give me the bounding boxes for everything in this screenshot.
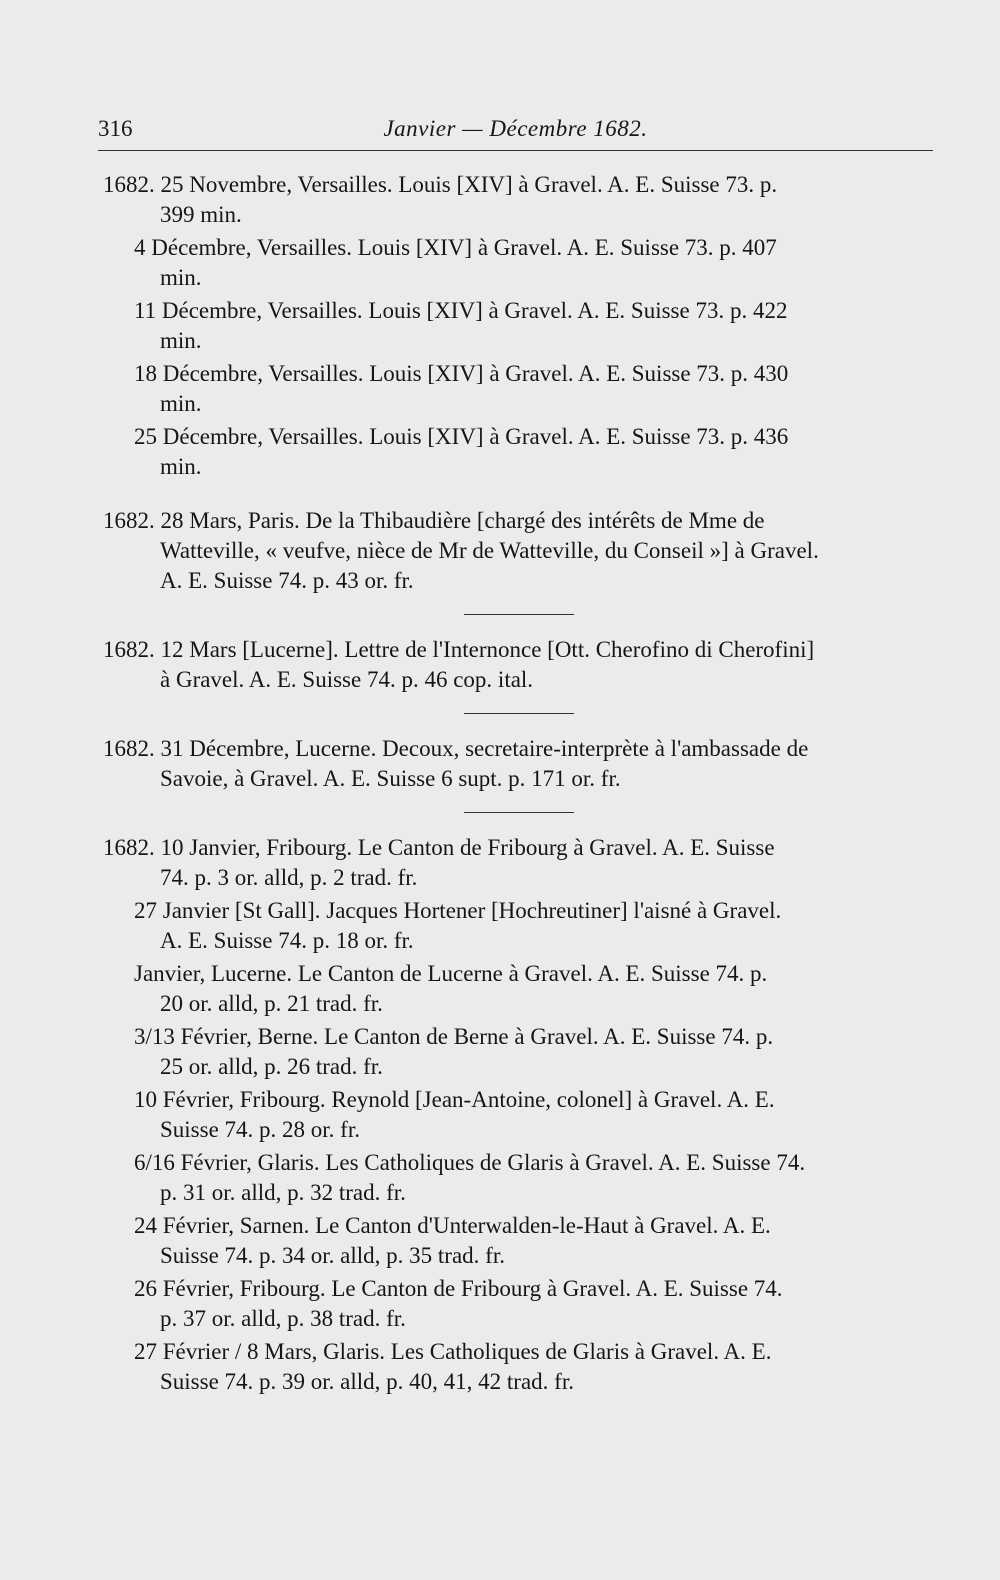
entry-line: min.: [160, 265, 202, 290]
entry: [103, 1148, 935, 1208]
entry-line: Watteville, « veufve, nièce de Mr de Watteville, du Conseil »] à Gravel.: [160, 538, 819, 563]
entry-line: 1682. 25 Novembre, Versailles. Louis [XIV] à Gravel. A. E. Suisse 73. p.: [103, 172, 778, 197]
entry: [103, 359, 935, 419]
entry-line: p. 37 or. alld, p. 38 trad. fr.: [160, 1306, 406, 1331]
entry: [103, 959, 935, 1019]
document-body: [103, 170, 935, 1397]
section-separator: [464, 614, 574, 615]
entry-line: min.: [160, 391, 202, 416]
entry-line: 1682. 28 Mars, Paris. De la Thibaudière [chargé des intérêts de Mme de: [103, 508, 765, 533]
entry-line: 74. p. 3 or. alld, p. 2 trad. fr.: [160, 865, 418, 890]
entry-line: 27 Février / 8 Mars, Glaris. Les Catholiques de Glaris à Gravel. A. E.: [134, 1339, 772, 1364]
section-separator: [464, 812, 574, 813]
entry-line: Suisse 74. p. 34 or. alld, p. 35 trad. fr.: [160, 1243, 505, 1268]
entry-line: 24 Février, Sarnen. Le Canton d'Unterwalden-le-Haut à Gravel. A. E.: [134, 1213, 771, 1238]
entry-line: 1682. 10 Janvier, Fribourg. Le Canton de Fribourg à Gravel. A. E. Suisse: [103, 835, 775, 860]
entry-line: 27 Janvier [St Gall]. Jacques Hortener [Hochreutiner] l'aisné à Gravel.: [134, 898, 782, 923]
entry-line: 399 min.: [160, 202, 242, 227]
entry-line: p. 31 or. alld, p. 32 trad. fr.: [160, 1180, 406, 1205]
entry-line: 26 Février, Fribourg. Le Canton de Fribourg à Gravel. A. E. Suisse 74.: [134, 1276, 783, 1301]
entry-line: Suisse 74. p. 28 or. fr.: [160, 1117, 360, 1142]
entry: [103, 1274, 935, 1334]
entry-line: Janvier, Lucerne. Le Canton de Lucerne à Gravel. A. E. Suisse 74. p.: [134, 961, 768, 986]
entry: [103, 1211, 935, 1271]
entry-line: 25 Décembre, Versailles. Louis [XIV] à Gravel. A. E. Suisse 73. p. 436: [134, 424, 789, 449]
page-header: [98, 112, 933, 146]
entry-line: à Gravel. A. E. Suisse 74. p. 46 cop. ital.: [160, 667, 534, 692]
entry: [103, 233, 935, 293]
entry-line: 1682. 12 Mars [Lucerne]. Lettre de l'Internonce [Ott. Cherofino di Cherofini]: [103, 637, 815, 662]
entry-line: 4 Décembre, Versailles. Louis [XIV] à Gravel. A. E. Suisse 73. p. 407: [134, 235, 777, 260]
entry-line: 25 or. alld, p. 26 trad. fr.: [160, 1054, 383, 1079]
entry-line: A. E. Suisse 74. p. 18 or. fr.: [160, 928, 414, 953]
entry: [103, 296, 935, 356]
group-spacer: [103, 482, 935, 506]
entry-line: min.: [160, 328, 202, 353]
entry: [103, 734, 935, 794]
entry-line: 11 Décembre, Versailles. Louis [XIV] à Gravel. A. E. Suisse 73. p. 422: [134, 298, 788, 323]
entry-line: 1682. 31 Décembre, Lucerne. Decoux, secretaire-interprète à l'ambassade de: [103, 736, 809, 761]
entry-line: Savoie, à Gravel. A. E. Suisse 6 supt. p. 171 or. fr.: [160, 766, 621, 791]
entry: [103, 170, 935, 230]
entry: [103, 1337, 935, 1397]
entry: [103, 635, 935, 695]
entry-line: 18 Décembre, Versailles. Louis [XIV] à Gravel. A. E. Suisse 73. p. 430: [134, 361, 789, 386]
entry-line: min.: [160, 454, 202, 479]
entry: [103, 1022, 935, 1082]
entry-line: 6/16 Février, Glaris. Les Catholiques de Glaris à Gravel. A. E. Suisse 74.: [134, 1150, 806, 1175]
entry: [103, 833, 935, 893]
running-title: Janvier — Décembre 1682.: [383, 116, 648, 141]
entry: [103, 896, 935, 956]
entry: [103, 506, 935, 596]
header-rule: [98, 150, 933, 151]
entry-line: 10 Février, Fribourg. Reynold [Jean-Antoine, colonel] à Gravel. A. E.: [134, 1087, 775, 1112]
entry-line: A. E. Suisse 74. p. 43 or. fr.: [160, 568, 414, 593]
entry-line: 20 or. alld, p. 21 trad. fr.: [160, 991, 383, 1016]
entry-line: Suisse 74. p. 39 or. alld, p. 40, 41, 42 trad. fr.: [160, 1369, 574, 1394]
section-separator: [464, 713, 574, 714]
entry-line: 3/13 Février, Berne. Le Canton de Berne à Gravel. A. E. Suisse 74. p.: [134, 1024, 774, 1049]
entry: [103, 1085, 935, 1145]
page-number: 316: [98, 116, 133, 141]
entry: [103, 422, 935, 482]
